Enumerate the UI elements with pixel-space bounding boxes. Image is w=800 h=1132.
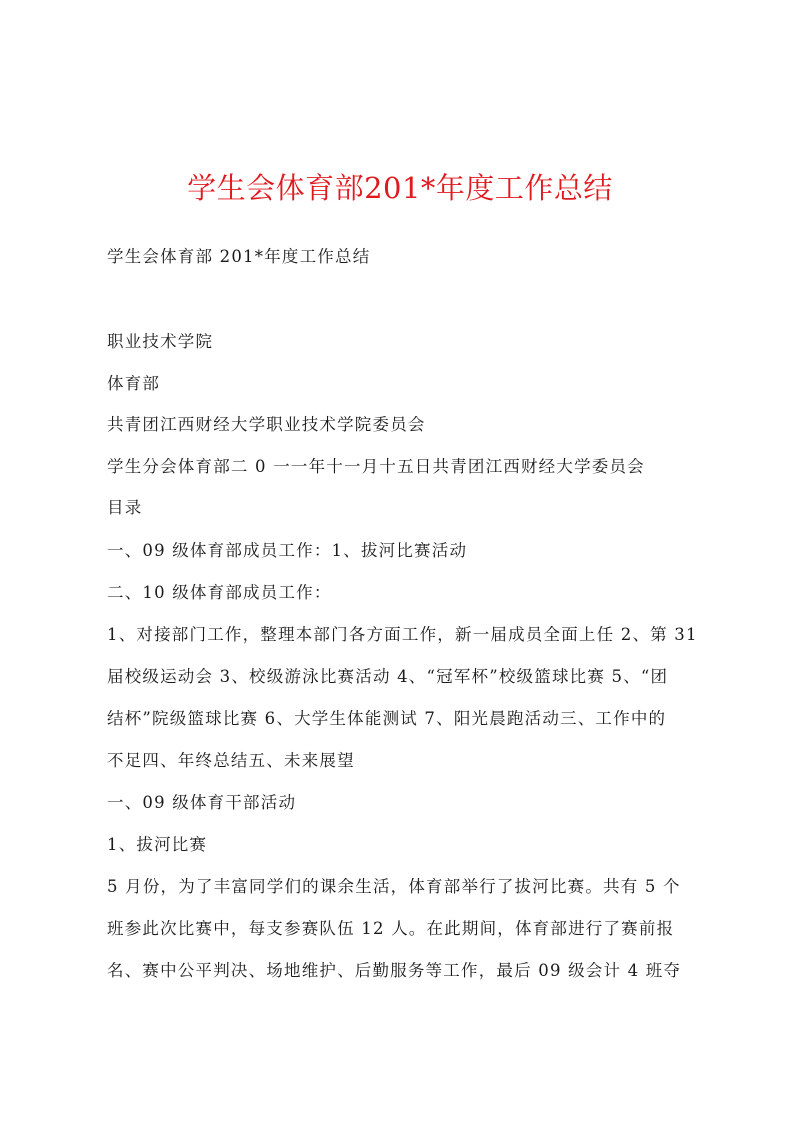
paragraph-line: 5 月份，为了丰富同学们的课余生活，体育部举行了拔河比赛。共有 5 个 xyxy=(107,877,681,896)
date-line: 学生分会体育部二 0 一一年十一月十五日共青团江西财经大学委员会 xyxy=(107,457,645,476)
paragraph-line: 不足四、年终总结五、未来展望 xyxy=(107,751,355,770)
toc-heading: 目录 xyxy=(107,498,143,517)
document-title: 学生会体育部201*年度工作总结 xyxy=(187,171,613,205)
subsection-heading: 1、拔河比赛 xyxy=(107,835,208,854)
paragraph-line: 结杯”院级篮球比赛 6、大学生体能测试 7、阳光晨跑活动三、工作中的 xyxy=(107,709,667,728)
paragraph-line: 1、对接部门工作，整理本部门各方面工作，新一届成员全面上任 2、第 31 xyxy=(107,625,698,644)
department-line: 体育部 xyxy=(107,374,161,393)
paragraph-line: 班参此次比赛中，每支参赛队伍 12 人。在此期间，体育部进行了赛前报 xyxy=(107,919,675,938)
toc-item: 一、09 级体育部成员工作：1、拔河比赛活动 xyxy=(107,541,468,560)
paragraph-line: 名、赛中公平判决、场地维护、后勤服务等工作，最后 09 级会计 4 班夺 xyxy=(107,961,682,980)
toc-item: 二、10 级体育部成员工作： xyxy=(107,583,332,602)
committee-line: 共青团江西财经大学职业技术学院委员会 xyxy=(107,415,426,434)
document-subtitle: 学生会体育部 201*年度工作总结 xyxy=(107,247,371,266)
college-line: 职业技术学院 xyxy=(107,332,214,351)
section-heading: 一、09 级体育干部活动 xyxy=(107,793,297,812)
paragraph-line: 届校级运动会 3、校级游泳比赛活动 4、“冠军杯”校级篮球比赛 5、“团 xyxy=(107,667,669,686)
